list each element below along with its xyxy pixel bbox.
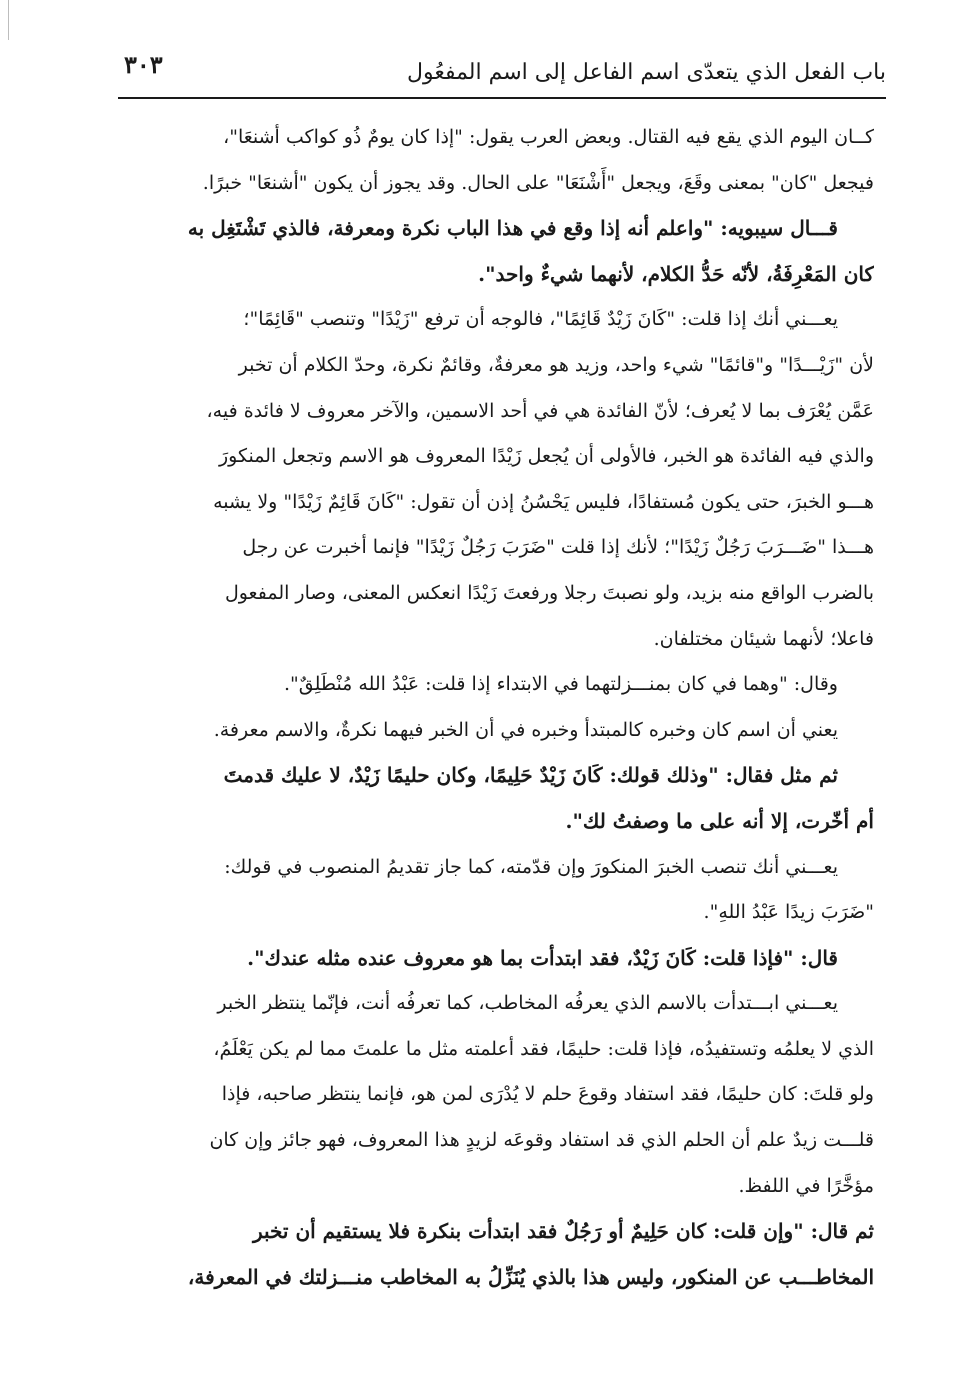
text-line: لأن "زَيْـــدًا" و"قائمًا" شيء واحد، وزيد هو معرفةٌ، وقائمٌ نكرة، وحدّ الكلام أن تخبر — [238, 353, 874, 376]
text-line: هـــو الخبرَ، حتى يكون مُستفادًا، فليس يَحْسُنُ إذن أن تقول: "كَانَ قَائِمٌ زَيْدًا" ولا يشبه — [213, 490, 874, 513]
text-line: الذي لا يعلمُه وتستفيدُه، فإذا قلت: حليمًا، فقد أعلمته مثل ما علمتَ مما لم يكن يَعْلَمُ، — [213, 1037, 874, 1060]
running-title: باب الفعل الذي يتعدّى اسم الفاعل إلى اسم المفعُول — [406, 60, 886, 85]
text-line: قـــال سيبويه: "واعلم أنه إذا وقع في هذا الباب نكرة ومعرفة، فالذي تَشْتَغِل به — [187, 216, 838, 241]
text-line: ثم مثل فقال: "وذلك قولك: كَانَ زَيْدٌ حَلِيمًا، وكان حليمًا زَيْدٌ، لا عليك قدمتَ — [223, 763, 838, 788]
text-line: قلـــت زيدٌ علم أن الحلم الذي قد استفاد وقوعَه لزيدٍ هذا المعروف، فهو جائز وإن كان — [209, 1129, 874, 1152]
text-line: المخاطـــب عن المنكور، وليس هذا بالذي يُنَزِّلُ به المخاطب منـــزلتك في المعرفة، — [187, 1264, 874, 1289]
text-line: أم أخّرت، إلا أنه على ما وصفتُ لك". — [565, 808, 874, 833]
text-line: مؤخَّرًا في اللفظ. — [738, 1174, 874, 1197]
text-line: ثم قال: "وإن قلت: كان حَلِيمٌ أو رَجُلٌ فقد ابتدأت بنكرة فلا يستقيم أن تخبر — [252, 1219, 874, 1244]
text-line: يعـــني أنك إذا قلت: "كَانَ زَيْدٌ قَائِمًا"، فالوجه أن ترفع "زَيْدًا" وتنصب "قَائِمًا"؛ — [243, 308, 838, 331]
text-line: "ضَرَبَ زيدًا عَبْدُ اللهِ". — [703, 901, 874, 924]
page-edge-mark — [8, 0, 9, 40]
text-line: هـــذا "ضَـــرَبَ رَجُلٌ زَيْدًا"؛ لأنك إذا قلت "ضَرَبَ رَجُلٌ زَيْدًا" فإنما أخبرت عن رجل — [242, 536, 874, 559]
text-line: يعـــني ابـــتدأت بالاسم الذي يعرفُه المخاطب، كما تعرفُه أنت، فإنّما ينتظر الخبر — [217, 992, 838, 1015]
text-line: بالضرب الواقع منه بزيد، ولو نصبتَ رجلا ورفعتَ زَيْدًا انعكس المعنى، وصار المفعول — [224, 581, 874, 604]
text-line: فاعلا؛ لأنهما شيئان مختلفان. — [653, 627, 874, 650]
text-line: ولو قلتَ: كان حليمًا، فقد استفاد وقوعَ حلم لا يُدْرَى لمن هو، فإنما ينتظر صاحبه، فإذا — [221, 1083, 874, 1106]
text-line: كان المَعْرِفَةُ، لأنّه حَدُّ الكلام، لأنهما شيءٌ واحد". — [478, 261, 874, 286]
header-rule — [118, 97, 886, 99]
text-line: عَمَّن يُعْرَف بما لا يُعرف؛ لأنّ الفائدة هي في أحد الاسمين، والآخر معروف لا فائدة فيه، — [206, 399, 874, 422]
text-line: فيجعل "كان" بمعنى وقَعَ، ويجعل "أَشْنَعَا" على الحال. وقد يجوز أن يكون "أشنعَا" خبرًا. — [202, 171, 874, 194]
page-header — [118, 50, 886, 95]
text-line: يعني أن اسم كان وخبره كالمبتدأ وخبره في أن الخبر فيهما نكرةٌ، والاسم معرفة. — [213, 718, 838, 741]
text-line: كــان اليوم الذي يقع فيه القتال. وبعض العرب يقول: "إذا كان يومٌ ذُو كواكب أشنعَا"، — [223, 126, 874, 148]
body-text — [118, 115, 874, 1300]
text-line: قال: "فإذا قلت: كَانَ زَيْدٌ، فقد ابتدأت بما هو معروف عنده مثله عندك". — [247, 945, 838, 970]
text-line: والذي فيه الفائدة هو الخبر، فالأولى أن يُجعل زَيْدًا المعروف هو الاسم وتجعل المنكورَ — [218, 445, 874, 468]
text-line: وقال: "وهما في كان بمنـــزلتهما في الابتداء إذا قلت: عَبْدُ الله مُنْطَلِقٌ". — [283, 673, 838, 696]
page-number: ٣٠٣ — [124, 50, 163, 79]
text-line: يعـــني أنك تنصب الخبرَ المنكورَ وإن قدّمته، كما جاز تقديمُ المنصوب في قولك: — [224, 855, 838, 878]
